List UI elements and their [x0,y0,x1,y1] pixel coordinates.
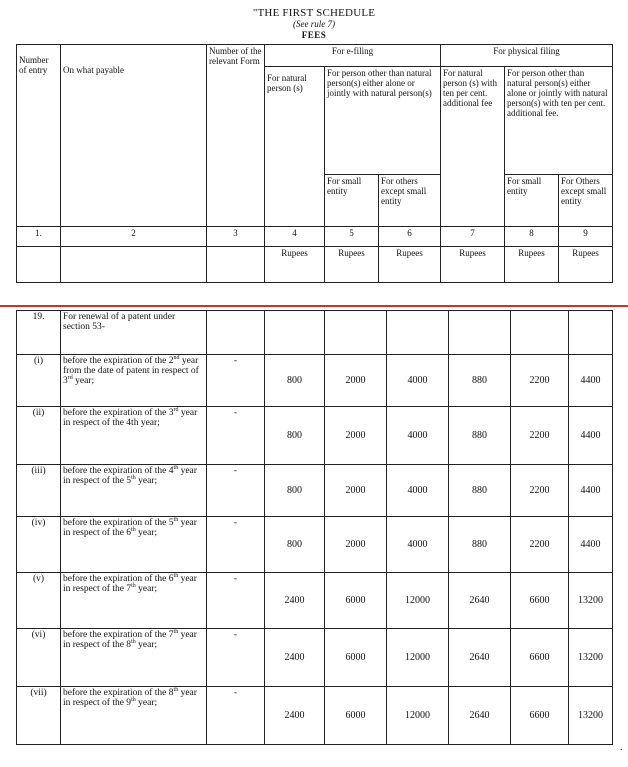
desc-part: year in respect of the 4th year; [63,408,198,428]
fee-value: 800 [265,355,325,407]
fee-value: 800 [265,407,325,465]
ordinal-suffix: th [173,686,179,693]
header-entry-number: Number of entry [17,45,61,227]
column-number: 7 [441,227,505,247]
currency-label: Rupees [505,247,559,283]
fee-row [17,465,613,517]
ordinal-suffix: th [131,582,136,589]
blank-cell [61,247,207,283]
fee-value: 2640 [449,687,511,745]
fee-value: 880 [449,355,511,407]
row-index: (ii) [17,407,61,465]
row-description [61,629,207,687]
fee-value: 6600 [511,573,569,629]
fee-value: 2200 [511,517,569,573]
section-row [17,311,613,355]
column-number: 9 [559,227,613,247]
desc-part: year in respect of the 5 [63,466,197,486]
ordinal-suffix: rd [173,406,179,413]
fee-row [17,517,613,573]
desc-part: year in respect of the 9 [63,688,197,708]
desc-part: year in respect of the 7 [63,574,197,594]
fee-value: 13200 [569,629,613,687]
currency-row [17,247,613,283]
fee-value: 4000 [387,407,449,465]
column-number: 3 [207,227,265,247]
row-description [61,465,207,517]
fee-row [17,407,613,465]
fee-value: 800 [265,465,325,517]
fee-rows [17,355,613,745]
currency-label: Rupees [441,247,505,283]
schedule-header [0,8,628,41]
ordinal-suffix: th [173,464,179,471]
fee-row [17,573,613,629]
fee-value: 2400 [265,629,325,687]
ordinal-suffix: th [131,474,136,481]
fee-value: 2000 [325,355,387,407]
form-number: - [207,465,265,517]
schedule-subtitle: (See rule 7) [293,19,335,29]
fee-value: 2000 [325,407,387,465]
fee-value: 2200 [511,355,569,407]
blank-cell [207,311,265,355]
fee-value: 13200 [569,687,613,745]
desc-part: before the expiration of the 5 [63,518,174,528]
fee-value: 4400 [569,465,613,517]
header-col6: For others except small entity [379,175,441,227]
fee-value: 6600 [511,629,569,687]
column-number: 6 [379,227,441,247]
ordinal-suffix: rd [67,374,73,381]
column-number: 1. [17,227,61,247]
row-description [61,517,207,573]
fee-value: 2000 [325,517,387,573]
desc-part: year in respect of the 8 [63,630,197,650]
ordinal-suffix: th [173,628,179,635]
blank-cell [387,311,449,355]
header-form-number: Number of the relevant Form [207,45,265,227]
fee-value: 880 [449,407,511,465]
header-on-what-payable: On what payable [61,45,207,227]
fee-table-header [16,44,613,283]
fee-row [17,687,613,745]
header-col8: For small entity [505,175,559,227]
header-physical: For physical filing [441,45,613,67]
form-number: - [207,687,265,745]
blank-cell [265,311,325,355]
fees-label: FEES [301,30,327,40]
trailing-mark: . [620,742,623,753]
fee-value: 6600 [511,687,569,745]
row-index: (vi) [17,629,61,687]
blank-cell [17,247,61,283]
fee-value: 6000 [325,629,387,687]
column-number: 4 [265,227,325,247]
fee-value: 13200 [569,573,613,629]
blank-cell [511,311,569,355]
row-index: (iv) [17,517,61,573]
blank-cell [325,311,387,355]
fee-value: 4400 [569,355,613,407]
schedule-title: "THE FIRST SCHEDULE [252,7,376,19]
fee-value: 2400 [265,687,325,745]
desc-part: year; [135,584,158,594]
header-col8-9-group: For person other than natural person(s) either alone or jointly with natural person(s) with ten per cent. additional fee. [505,67,613,175]
fee-value: 12000 [387,687,449,745]
fee-row [17,355,613,407]
ordinal-suffix: th [131,638,136,645]
section-description: For renewal of a patent under section 53- [61,311,207,355]
desc-part: before the expiration of the 2 [63,356,174,366]
column-number: 2 [61,227,207,247]
header-efiling: For e-filing [265,45,441,67]
desc-part: before the expiration of the 8 [63,688,174,698]
row-index: (vii) [17,687,61,745]
desc-part: year; [135,698,158,708]
fee-value: 4000 [387,465,449,517]
column-number: 8 [505,227,559,247]
form-number: - [207,573,265,629]
fee-table-body [16,310,613,745]
fee-value: 880 [449,517,511,573]
row-index: (iii) [17,465,61,517]
fee-row [17,629,613,687]
desc-part: year from the date of patent in respect of 3 [63,356,199,386]
fee-value: 6000 [325,573,387,629]
desc-part: before the expiration of the 6 [63,574,174,584]
currency-label: Rupees [379,247,441,283]
blank-cell [449,311,511,355]
header-col7: For natural person (s) with ten per cent. additional fee [441,67,505,227]
ordinal-suffix: th [173,572,179,579]
row-description [61,407,207,465]
row-description [61,687,207,745]
fee-value: 12000 [387,629,449,687]
ordinal-suffix: th [131,696,136,703]
fee-value: 2000 [325,465,387,517]
form-number: - [207,517,265,573]
fee-value: 6000 [325,687,387,745]
row-description [61,573,207,629]
fee-value: 2200 [511,407,569,465]
form-number: - [207,355,265,407]
page-separator-line [0,305,628,307]
fee-value: 4000 [387,517,449,573]
form-number: - [207,407,265,465]
desc-part: year in respect of the 6 [63,518,197,538]
header-col5-6-group: For person other than natural person(s) either alone or jointly with natural person(s) [325,67,441,175]
desc-part: before the expiration of the 3 [63,408,174,418]
ordinal-suffix: th [131,526,136,533]
desc-part: year; [135,528,158,538]
fee-value: 2640 [449,573,511,629]
currency-label: Rupees [559,247,613,283]
column-number: 5 [325,227,379,247]
section-number: 19. [17,311,61,355]
blank-cell [569,311,613,355]
desc-part: before the expiration of the 7 [63,630,174,640]
form-number: - [207,629,265,687]
header-col9: For Others except small entity [559,175,613,227]
header-col5: For small entity [325,175,379,227]
fee-value: 800 [265,517,325,573]
desc-part: year; [135,640,158,650]
column-number-row [17,227,613,247]
fee-value: 12000 [387,573,449,629]
desc-part: year; [72,376,95,386]
fee-value: 4000 [387,355,449,407]
currency-label: Rupees [325,247,379,283]
desc-part: before the expiration of the 4 [63,466,174,476]
ordinal-suffix: nd [173,354,180,361]
row-index: (v) [17,573,61,629]
header-col4: For natural person (s) [265,67,325,227]
fee-value: 2640 [449,629,511,687]
blank-cell [207,247,265,283]
row-description [61,355,207,407]
row-index: (i) [17,355,61,407]
fee-value: 4400 [569,517,613,573]
desc-part: year; [135,476,158,486]
currency-label: Rupees [265,247,325,283]
fee-value: 880 [449,465,511,517]
ordinal-suffix: th [173,516,179,523]
fee-value: 2200 [511,465,569,517]
fee-value: 2400 [265,573,325,629]
fee-value: 4400 [569,407,613,465]
